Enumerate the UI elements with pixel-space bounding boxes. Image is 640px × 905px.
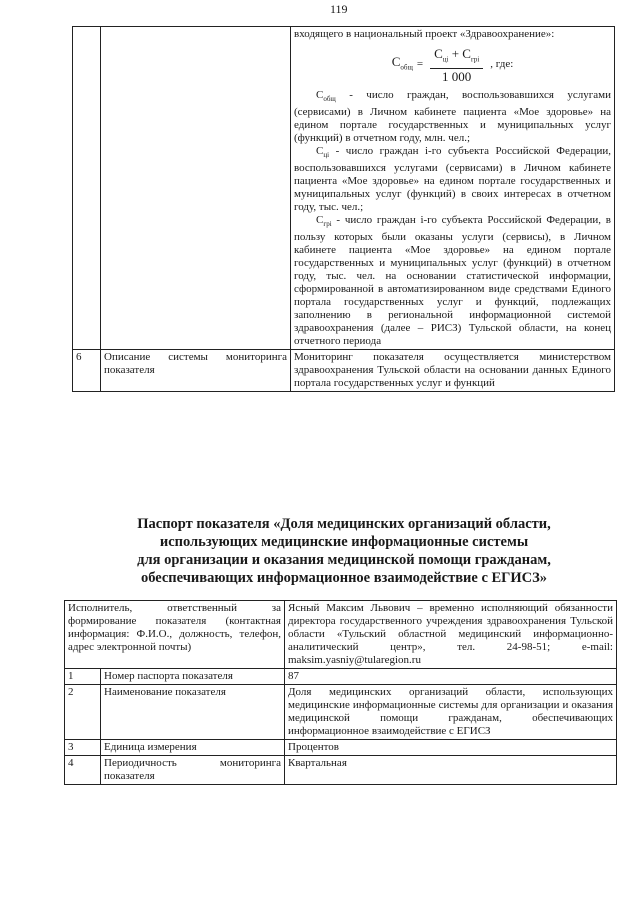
definition-c-gri: $С_{грі}$ - число граждан i-го субъекта Российской Федерации, в пользу которых были оказаны услуги (сервисы), в Личном кабинете пациента «Мое здоровье» на едином портале государственных и муниципальных услуг (функций) в отчетном году, тыс. чел. на основании статистической информации, сформированной в автоматизированном виде средствами Единого портала государственных услуг и функций, подлежащих заполнению в региональной информационной системой здравоохранения (далее – РИСЗ) Тульской области, на конец отчетного периода xyxy=(294,213,611,348)
table-row xyxy=(73,350,615,392)
formula-numerator: $С_{ці} + С_{грі}$ xyxy=(430,47,483,69)
row-number-cell: 2 xyxy=(65,685,101,740)
definition-c-total: $С_{общ}$ - число граждан, воспользовавшихся услугами (сервисами) в Личном кабинете пациента «Мое здоровье» на едином портале государственных и муниципальных услуг (функций) в отчетном году, млн. чел.; xyxy=(294,88,611,144)
row-number-cell: 1 xyxy=(65,669,101,685)
executor-value: Ясный Максим Львович – временно исполняющий обязанности директора государственного учреждения здравоохранения Тульской области «Тульский областной медицинский информационно-аналитический центр», тел. 24-98-51; e-mail: maksim.yasniy@tularegion.ru xyxy=(285,601,617,669)
row-label-cell: Наименование показателя xyxy=(101,685,285,740)
page-number: 119 xyxy=(330,2,348,16)
row-label-cell: Периодичность мониторинга показателя xyxy=(101,756,285,785)
table-row xyxy=(65,601,617,669)
passport-title: Паспорт показателя «Доля медицинских организаций области, использующих медицинские информационные системы для организации и оказания медицинской помощи гражданам, обеспечивающих информационное взаимодействие с ЕГИСЗ» xyxy=(137,516,551,586)
continuation-table xyxy=(72,26,615,392)
row-label-cell: Описание системы мониторинга показателя xyxy=(101,350,291,392)
formula-fraction xyxy=(430,47,483,83)
row-label-cell: Единица измерения xyxy=(101,740,285,756)
table-row xyxy=(65,740,617,756)
row-value-cell: Мониторинг показателя осуществляется министерством здравоохранения Тульской области на основании данных Единого портала государственных услуг и функций xyxy=(291,350,615,392)
formula-denominator: 1 000 xyxy=(442,68,472,84)
definition-c-ci: $С_{ці}$ - число граждан i-го субъекта Российской Федерации, воспользовавшихся услугами (сервисами) в Личном кабинете пациента «Мое здоровье» на едином портале государственных и муниципальных услуг (функций) в своих интересах в отчетном году, тыс. чел.; xyxy=(294,144,611,213)
row-number-cell xyxy=(73,27,101,350)
passport-table xyxy=(64,600,617,785)
row-value-cell: Квартальная xyxy=(285,756,617,785)
table-row xyxy=(65,756,617,785)
table-row xyxy=(65,685,617,740)
row-number-cell: 6 xyxy=(73,350,101,392)
row-value-cell: Доля медицинских организаций области, использующих медицинские информационные системы для организации и оказания медицинской помощи гражданам, обеспечивающих информационное взаимодействие с ЕГИСЗ xyxy=(285,685,617,740)
formula-lhs: $С_{общ}$ xyxy=(391,54,413,72)
row-label-cell xyxy=(101,27,291,350)
row-number-cell: 4 xyxy=(65,756,101,785)
formula: $С_{общ}$ = $\frac{С_{ці} + С_{грі}}{1 000}$ , где: xyxy=(391,46,514,84)
row-number-cell: 3 xyxy=(65,740,101,756)
row-label-cell: Номер паспорта показателя xyxy=(101,669,285,685)
executor-label: Исполнитель, ответственный за формирование показателя (контактная информация: Ф.И.О., должность, телефон, адрес электронной почты) xyxy=(65,601,285,669)
table-row xyxy=(73,27,615,350)
row-value-cell: Процентов xyxy=(285,740,617,756)
table-row xyxy=(65,669,617,685)
methodology-intro: входящего в национальный проект «Здравоохранение»: xyxy=(294,28,555,40)
row-value-cell: 87 xyxy=(285,669,617,685)
formula-suffix: , где: xyxy=(490,58,514,71)
methodology-cell xyxy=(291,27,615,350)
